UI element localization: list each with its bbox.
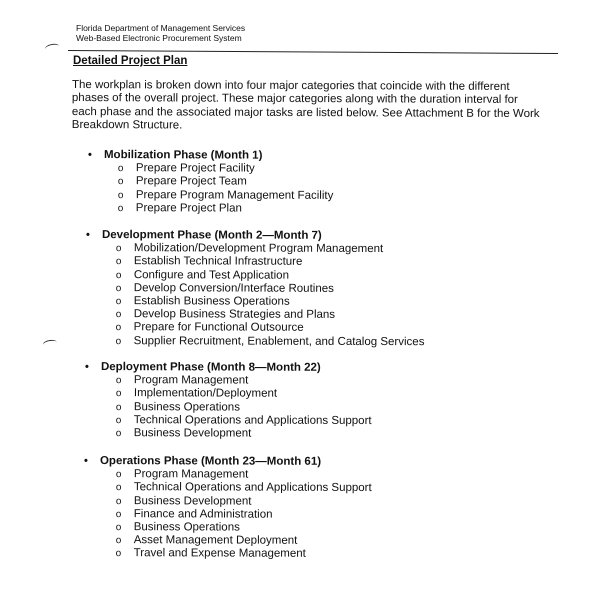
- list-item: [116, 256, 425, 270]
- task-label: Configure and Test Application: [133, 268, 290, 282]
- circle-bullet-icon: o: [115, 388, 122, 400]
- list-item: [116, 322, 425, 336]
- circle-bullet-icon: o: [115, 522, 122, 534]
- circle-bullet-icon: o: [115, 322, 122, 334]
- circle-bullet-icon: o: [115, 508, 122, 520]
- phase-heading: [85, 361, 372, 375]
- task-label: Business Development: [133, 494, 252, 508]
- phase-mobilization: [88, 149, 334, 216]
- circle-bullet-icon: o: [115, 243, 122, 255]
- list-item: [116, 414, 372, 428]
- circle-bullet-icon: o: [115, 414, 122, 426]
- list-item: [116, 388, 372, 402]
- circle-bullet-icon: o: [115, 428, 122, 440]
- task-label: Mobilization/Development Program Management: [133, 242, 384, 256]
- task-label: Supplier Recruitment, Enablement, and Catalog Services: [133, 334, 425, 348]
- phase-title: Development Phase (Month 2—Month 7): [101, 229, 322, 242]
- list-item: [116, 534, 372, 548]
- circle-bullet-icon: o: [115, 375, 122, 387]
- phase-heading: [88, 149, 334, 163]
- phase-heading: [84, 455, 372, 469]
- list-item: [116, 495, 372, 509]
- list-item: [116, 548, 372, 562]
- phase-development: [86, 229, 425, 349]
- letterhead-system: Web-Based Electronic Procurement System: [76, 33, 242, 43]
- task-label: Business Operations: [133, 400, 240, 414]
- phase-deployment: [85, 361, 372, 441]
- task-label: Establish Technical Infrastructure: [133, 255, 303, 269]
- circle-bullet-icon: o: [115, 256, 122, 268]
- circle-bullet-icon: o: [115, 335, 122, 347]
- task-label: Develop Conversion/Interface Routines: [133, 281, 334, 295]
- bullet-dot-icon: •: [87, 149, 92, 162]
- task-label: Finance and Administration: [133, 507, 273, 521]
- list-item: [118, 162, 334, 176]
- letterhead: [76, 23, 245, 43]
- circle-bullet-icon: o: [117, 163, 124, 175]
- circle-bullet-icon: o: [115, 535, 122, 547]
- list-item: [116, 282, 425, 296]
- intro-paragraph: The workplan is broken down into four major categories that coincide with the different phases of the overall project. These major categories along with the duration interval for each phase and the associated major tasks are listed below. See Attachment B for the Work Breakdown Structure.: [71, 79, 540, 132]
- circle-bullet-icon: o: [115, 296, 122, 308]
- list-item: [116, 295, 425, 309]
- task-list: [84, 468, 372, 561]
- phase-title: Operations Phase (Month 23—Month 61): [99, 455, 322, 468]
- phase-title: Mobilization Phase (Month 1): [103, 149, 263, 162]
- list-item: [116, 521, 372, 535]
- circle-bullet-icon: o: [115, 309, 122, 321]
- list-item: [116, 427, 372, 441]
- list-item: [118, 202, 334, 216]
- task-label: Technical Operations and Applications Support: [133, 413, 372, 427]
- circle-bullet-icon: o: [115, 282, 122, 294]
- circle-bullet-icon: o: [117, 202, 124, 214]
- task-label: Establish Business Operations: [133, 295, 290, 308]
- circle-bullet-icon: o: [115, 469, 122, 481]
- phase-operations: [84, 455, 372, 562]
- task-label: Program Management: [133, 374, 249, 387]
- circle-bullet-icon: o: [115, 548, 122, 560]
- list-item: [116, 482, 372, 496]
- task-label: Prepare for Functional Outsource: [133, 321, 304, 335]
- list-item: [118, 176, 334, 190]
- task-label: Technical Operations and Applications Support: [133, 481, 372, 495]
- circle-bullet-icon: o: [117, 176, 124, 188]
- list-item: [116, 508, 372, 522]
- circle-bullet-icon: o: [115, 495, 122, 507]
- bullet-dot-icon: •: [85, 229, 90, 242]
- phase-title: Deployment Phase (Month 8—Month 22): [100, 361, 321, 374]
- task-label: Program Management: [133, 468, 249, 481]
- section-title: Detailed Project Plan: [73, 55, 188, 67]
- list-item: [116, 374, 372, 388]
- task-list: [86, 242, 425, 349]
- list-item: [116, 335, 425, 349]
- bullet-dot-icon: •: [83, 455, 88, 468]
- margin-scan-mark: [44, 43, 59, 53]
- list-item: [116, 308, 425, 322]
- letterhead-agency: Florida Department of Management Services: [76, 23, 246, 33]
- task-label: Business Development: [133, 427, 252, 440]
- task-label: Prepare Project Plan: [135, 201, 242, 215]
- task-label: Business Operations: [133, 521, 240, 534]
- list-item: [116, 242, 425, 256]
- task-label: Prepare Program Management Facility: [135, 188, 334, 202]
- task-label: Prepare Project Team: [135, 175, 247, 188]
- bullet-dot-icon: •: [84, 361, 89, 374]
- circle-bullet-icon: o: [115, 482, 122, 494]
- circle-bullet-icon: o: [117, 189, 124, 201]
- task-list: [85, 374, 372, 441]
- list-item: [116, 401, 372, 415]
- task-label: Travel and Expense Management: [133, 547, 306, 561]
- list-item: [116, 269, 425, 283]
- task-label: Develop Business Strategies and Plans: [133, 308, 336, 322]
- phase-heading: [86, 229, 425, 243]
- list-item: [118, 189, 334, 203]
- margin-scan-mark: [42, 339, 57, 348]
- task-label: Implementation/Deployment: [133, 387, 278, 401]
- list-item: [116, 468, 372, 482]
- circle-bullet-icon: o: [115, 401, 122, 413]
- circle-bullet-icon: o: [115, 269, 122, 281]
- task-label: Asset Management Deployment: [133, 534, 298, 547]
- header-divider: [68, 50, 558, 54]
- task-list: [88, 162, 334, 216]
- task-label: Prepare Project Facility: [135, 162, 255, 175]
